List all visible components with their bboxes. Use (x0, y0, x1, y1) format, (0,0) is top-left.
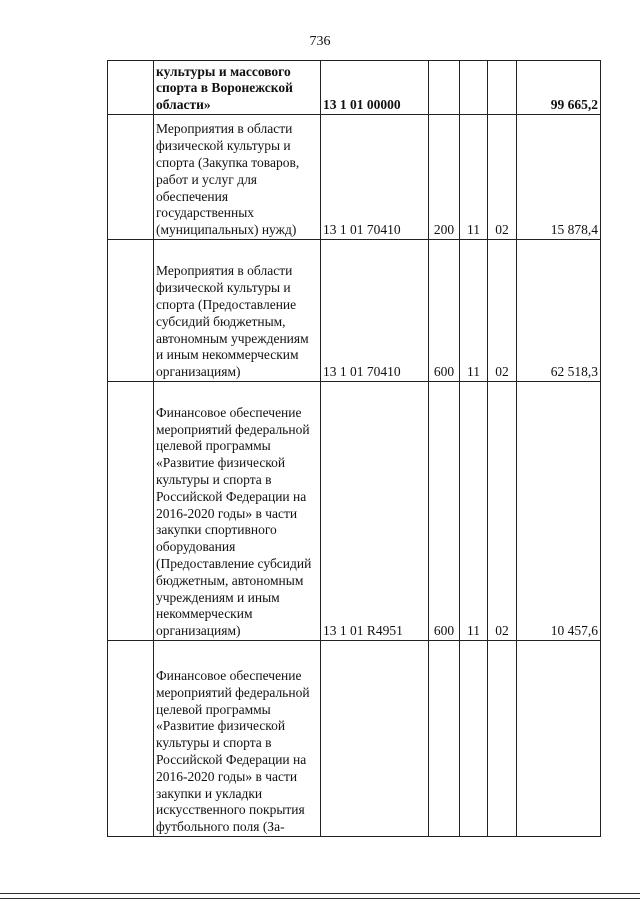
subsection-code (488, 641, 517, 837)
footer-rule (0, 898, 640, 899)
row-number-cell (108, 382, 154, 641)
table-row (108, 115, 601, 240)
table-row (108, 240, 601, 382)
amount: 62 518,3 (517, 240, 601, 382)
row-name: культуры и массового спорта в Воронежской области» (154, 61, 321, 115)
amount: 99 665,2 (517, 61, 601, 115)
expense-type: 600 (429, 240, 460, 382)
amount: 15 878,4 (517, 115, 601, 240)
row-name: Мероприятия в области физической культуры и спорта (Предоставление субсидий бюджетным, автономным учреждениям и иным некоммерческим организациям) (154, 240, 321, 382)
amount (517, 641, 601, 837)
row-name: Финансовое обеспечение мероприятий федеральной целевой программы «Развитие физической культуры и спорта в Российской Федерации на 2016-2020 годы» в части закупки и укладки искусственного покрытия футбольного поля (За- (154, 641, 321, 837)
expense-type: 600 (429, 382, 460, 641)
expense-type (429, 641, 460, 837)
subsection-code: 02 (488, 382, 517, 641)
target-article-code (321, 641, 429, 837)
row-name: Финансовое обеспечение мероприятий федеральной целевой программы «Развитие физической культуры и спорта в Российской Федерации на 2016-2020 годы» в части закупки спортивного оборудования (Предоставление субсидий бюджетным, автономным учреждениям и иным некоммерческим организациям) (154, 382, 321, 641)
page-number: 736 (309, 34, 331, 49)
row-number-cell (108, 61, 154, 115)
expense-type: 200 (429, 115, 460, 240)
expense-type (429, 61, 460, 115)
section-code: 11 (460, 115, 488, 240)
subsection-code: 02 (488, 115, 517, 240)
table-row (108, 382, 601, 641)
row-number-cell (108, 240, 154, 382)
budget-table (107, 60, 601, 837)
row-number-cell (108, 115, 154, 240)
section-code: 11 (460, 240, 488, 382)
footer-rule (0, 893, 640, 894)
target-article-code: 13 1 01 70410 (321, 115, 429, 240)
subsection-code: 02 (488, 240, 517, 382)
section-code: 11 (460, 382, 488, 641)
amount: 10 457,6 (517, 382, 601, 641)
section-code (460, 61, 488, 115)
row-name: Мероприятия в области физической культуры и спорта (Закупка товаров, работ и услуг для обеспечения государственных (муниципальных) нужд) (154, 115, 321, 240)
target-article-code: 13 1 01 00000 (321, 61, 429, 115)
target-article-code: 13 1 01 R4951 (321, 382, 429, 641)
target-article-code: 13 1 01 70410 (321, 240, 429, 382)
table-row (108, 61, 601, 115)
table-row (108, 641, 601, 837)
section-code (460, 641, 488, 837)
row-number-cell (108, 641, 154, 837)
subsection-code (488, 61, 517, 115)
